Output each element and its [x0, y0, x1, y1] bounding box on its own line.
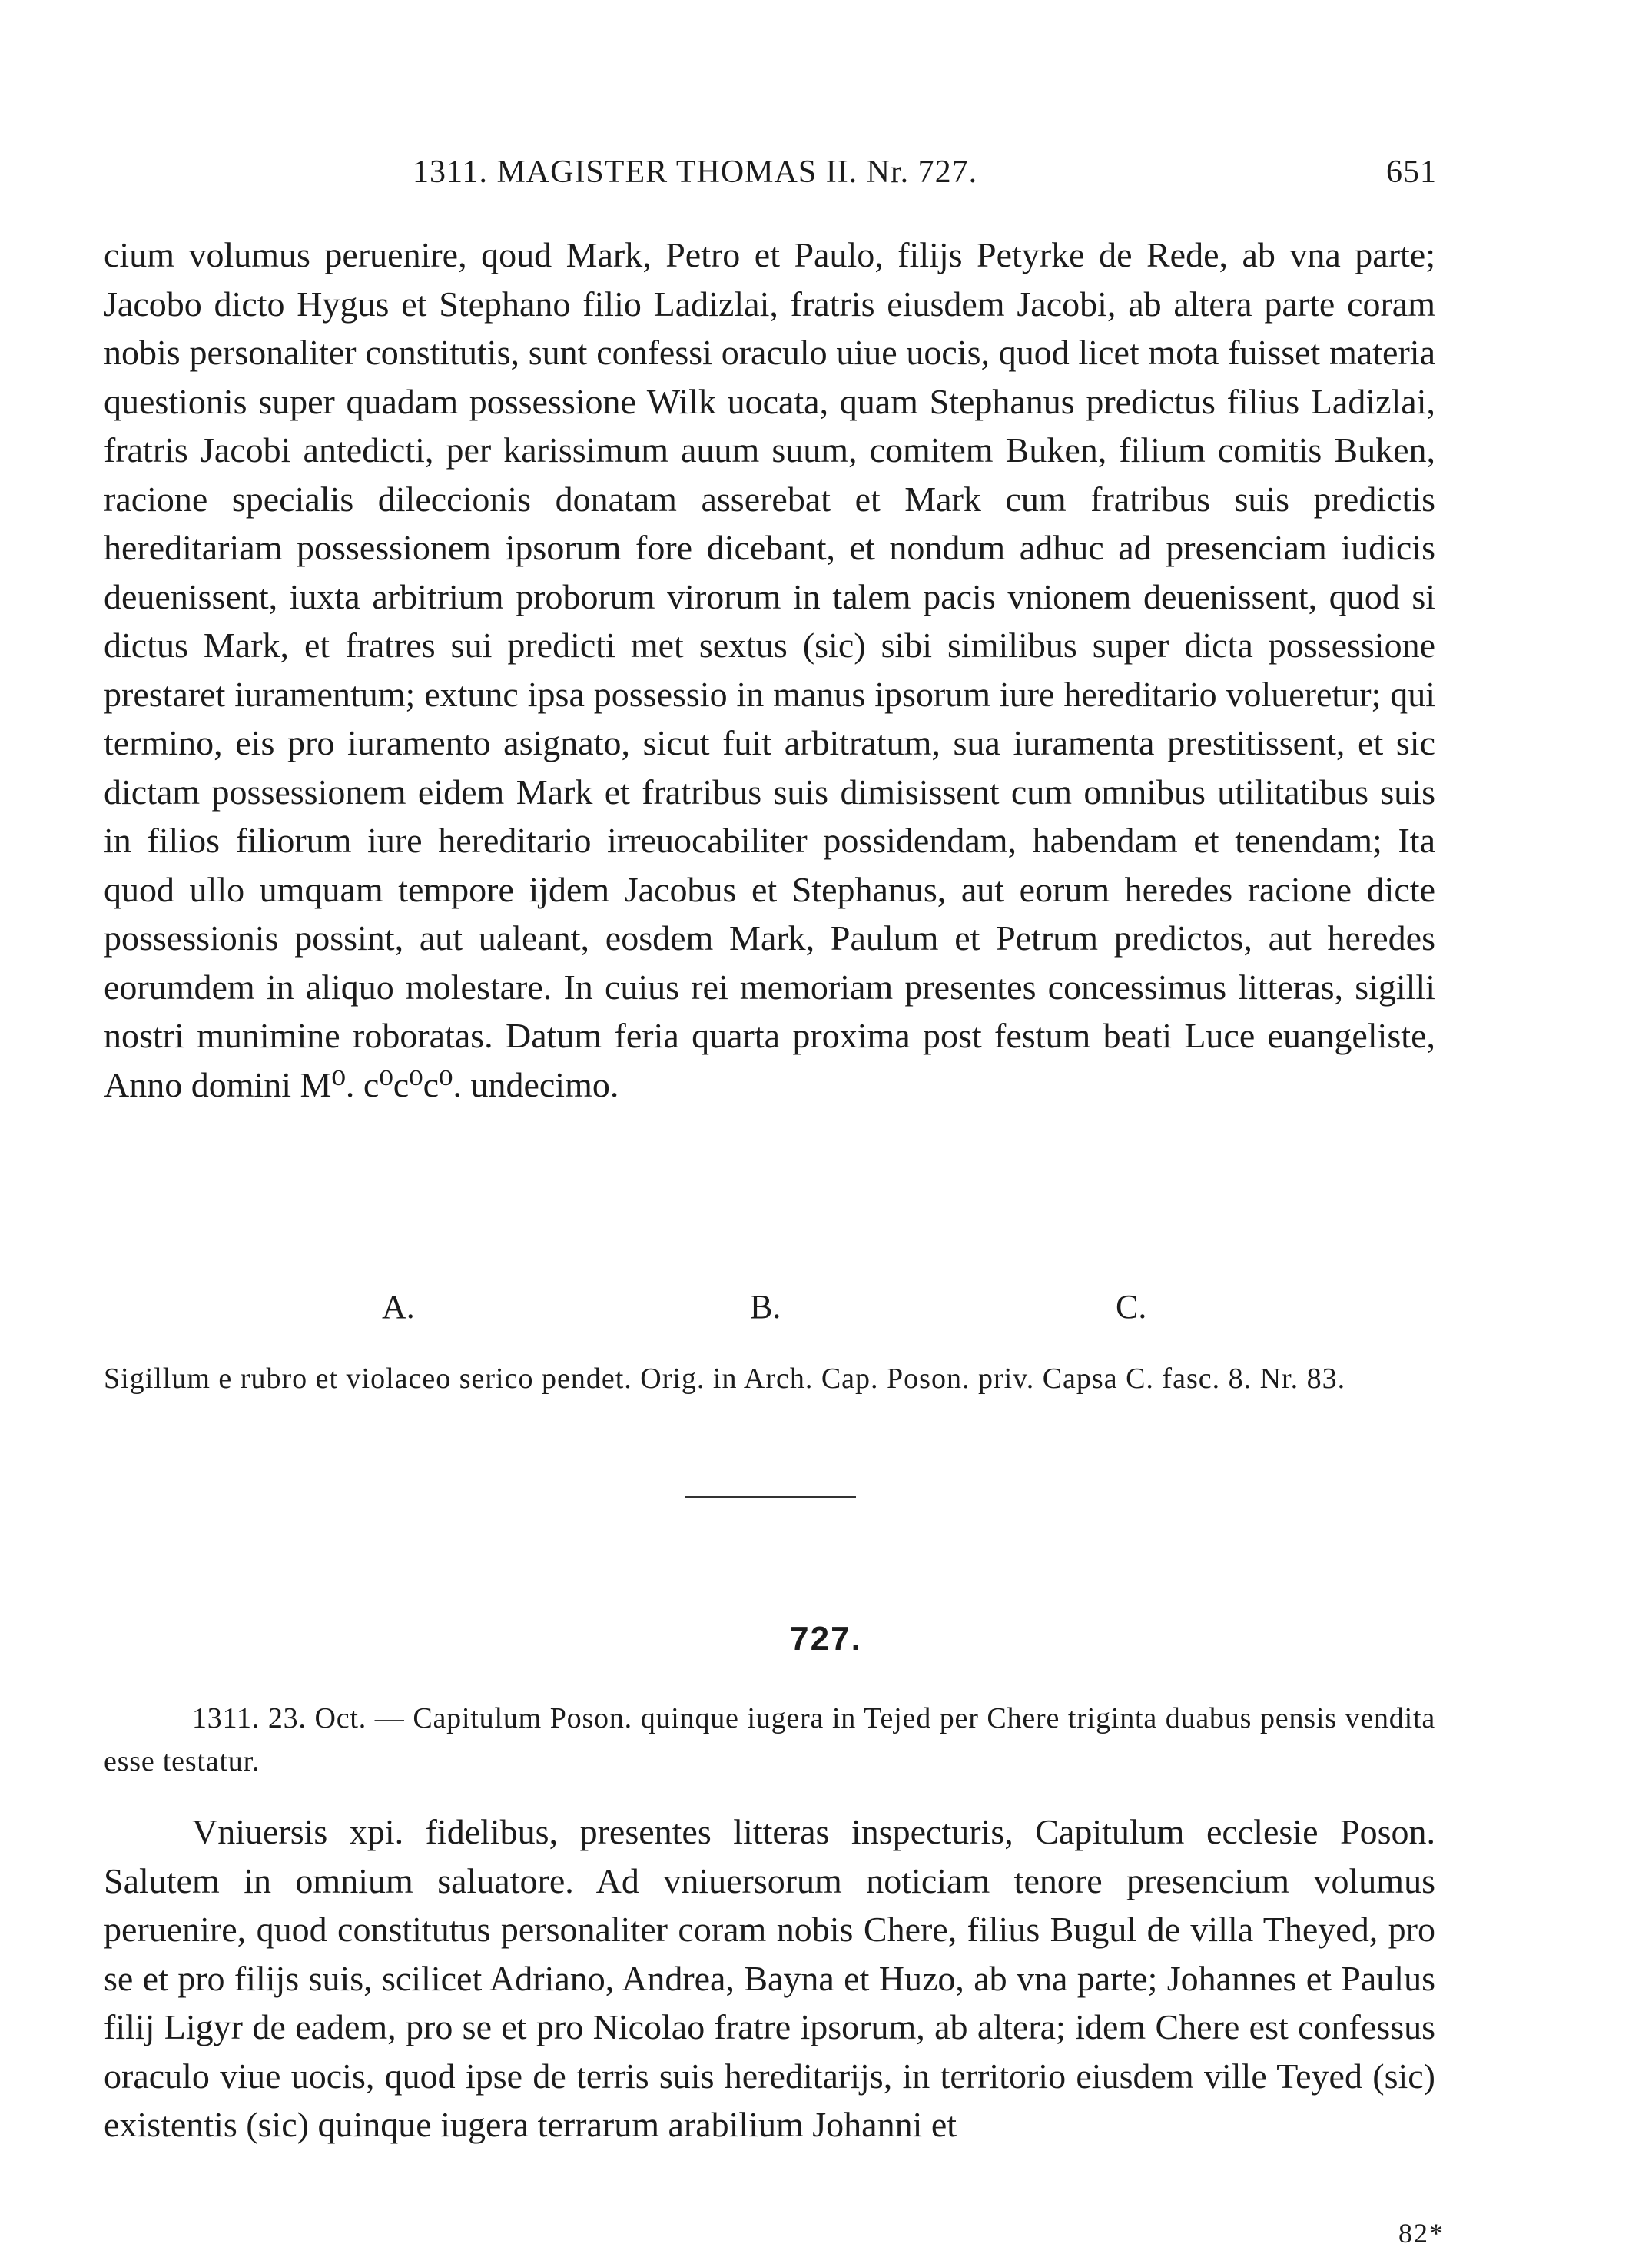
signature-mark: 82* [1398, 2218, 1445, 2249]
sign-a: A. [382, 1288, 415, 1326]
section-divider [685, 1496, 856, 1498]
document-726-body [104, 231, 1435, 1109]
charter-text: Vniuersis xpi. fidelibus, presentes litteras inspecturis, Capitulum ecclesie Poson. Salutem in omnium saluatore. Ad vniuersorum noticiam tenore presencium volumus peruenire, quod constitutus personaliter coram nobis Chere, filius Bugul de villa Theyed, pro se et pro filijs suis, scilicet Adriano, Andrea, Bayna et Huzo, ab vna parte; Johannes et Paulus filij Ligyr de eadem, pro se et pro Nicolao fratre ipsorum, ab altera; idem Chere est confessus oraculo viue uocis, quod ipse de terris suis hereditarijs, in territorio eiusdem ville Teyed (sic) existentis (sic) quinque iugera terrarum arabilium Johanni et [104, 1812, 1435, 2144]
running-header [104, 154, 1437, 200]
sign-c: C. [1116, 1288, 1147, 1326]
sign-b: B. [750, 1288, 781, 1326]
header-title: 1311. MAGISTER THOMAS II. Nr. 727. [413, 154, 978, 190]
page-number: 651 [1386, 154, 1437, 190]
regest-text: 1311. 23. Oct. — Capitulum Poson. quinque iugera in Tejed per Chere triginta duabus pensis vendita esse testatur. [104, 1702, 1435, 1777]
signature-letters [0, 1287, 1652, 1333]
regest-summary [104, 1697, 1435, 1783]
document-727-body [104, 1807, 1435, 2149]
paragraph-continuation: cium volumus peruenire, qoud Mark, Petro et Paulo, filijs Petyrke de Rede, ab vna parte; Jacobo dicto Hygus et Stephano filio Ladizlai, fratris eiusdem Jacobi, ab altera parte coram nobis personaliter constitutis, sunt confessi oraculo uiue uocis, quod licet mota fuisset materia questionis super quadam possessione Wilk uocata, quam Stephanus predictus filius Ladizlai, fratris Jacobi antedicti, per karissimum auum suum, comitem Buken, filium comitis Buken, racione specialis dileccionis donatam asserebat et Mark cum fratribus suis predictis hereditariam possessionem ipsorum fore dicebant, et nondum adhuc ad presenciam iudicis deuenissent, iuxta arbitrium proborum virorum in talem pacis vnionem deuenissent, quod si dictus Mark, et fratres sui predicti met sextus (sic) sibi similibus super dicta possessione prestaret iuramentum; extunc ipsa possessio in manus ipsorum iure hereditario volueretur; qui termino, eis pro iuramento asignato, sicut fuit arbitratum, sua iuramenta prestitissent, et sic dictam possessionem eidem Mark et fratribus suis dimisissent cum omnibus utilitatibus suis in filios filiorum iure hereditario irreuocabiliter possidendam, habendam et tenendam; Ita quod ullo umquam tempore ijdem Jacobus et Stephanus, aut eorum heredes racione dicte possessionis possint, aut ualeant, eosdem Mark, Paulum et Petrum predictos, aut heredes eorumdem in aliquo molestare. In cuius rei memoriam presentes concessimus litteras, sigilli nostri munimine roboratas. Datum feria quarta proxima post festum beati Luce euangeliste, Anno domini M⁰. c⁰c⁰c⁰. undecimo. [104, 235, 1435, 1104]
document-number: 727. [790, 1620, 862, 1658]
archival-note-text: Sigillum e rubro et violaceo serico pendet. Orig. in Arch. Cap. Poson. priv. Capsa C. fasc. 8. Nr. 83. [104, 1363, 1346, 1395]
archival-note [104, 1357, 1435, 1401]
